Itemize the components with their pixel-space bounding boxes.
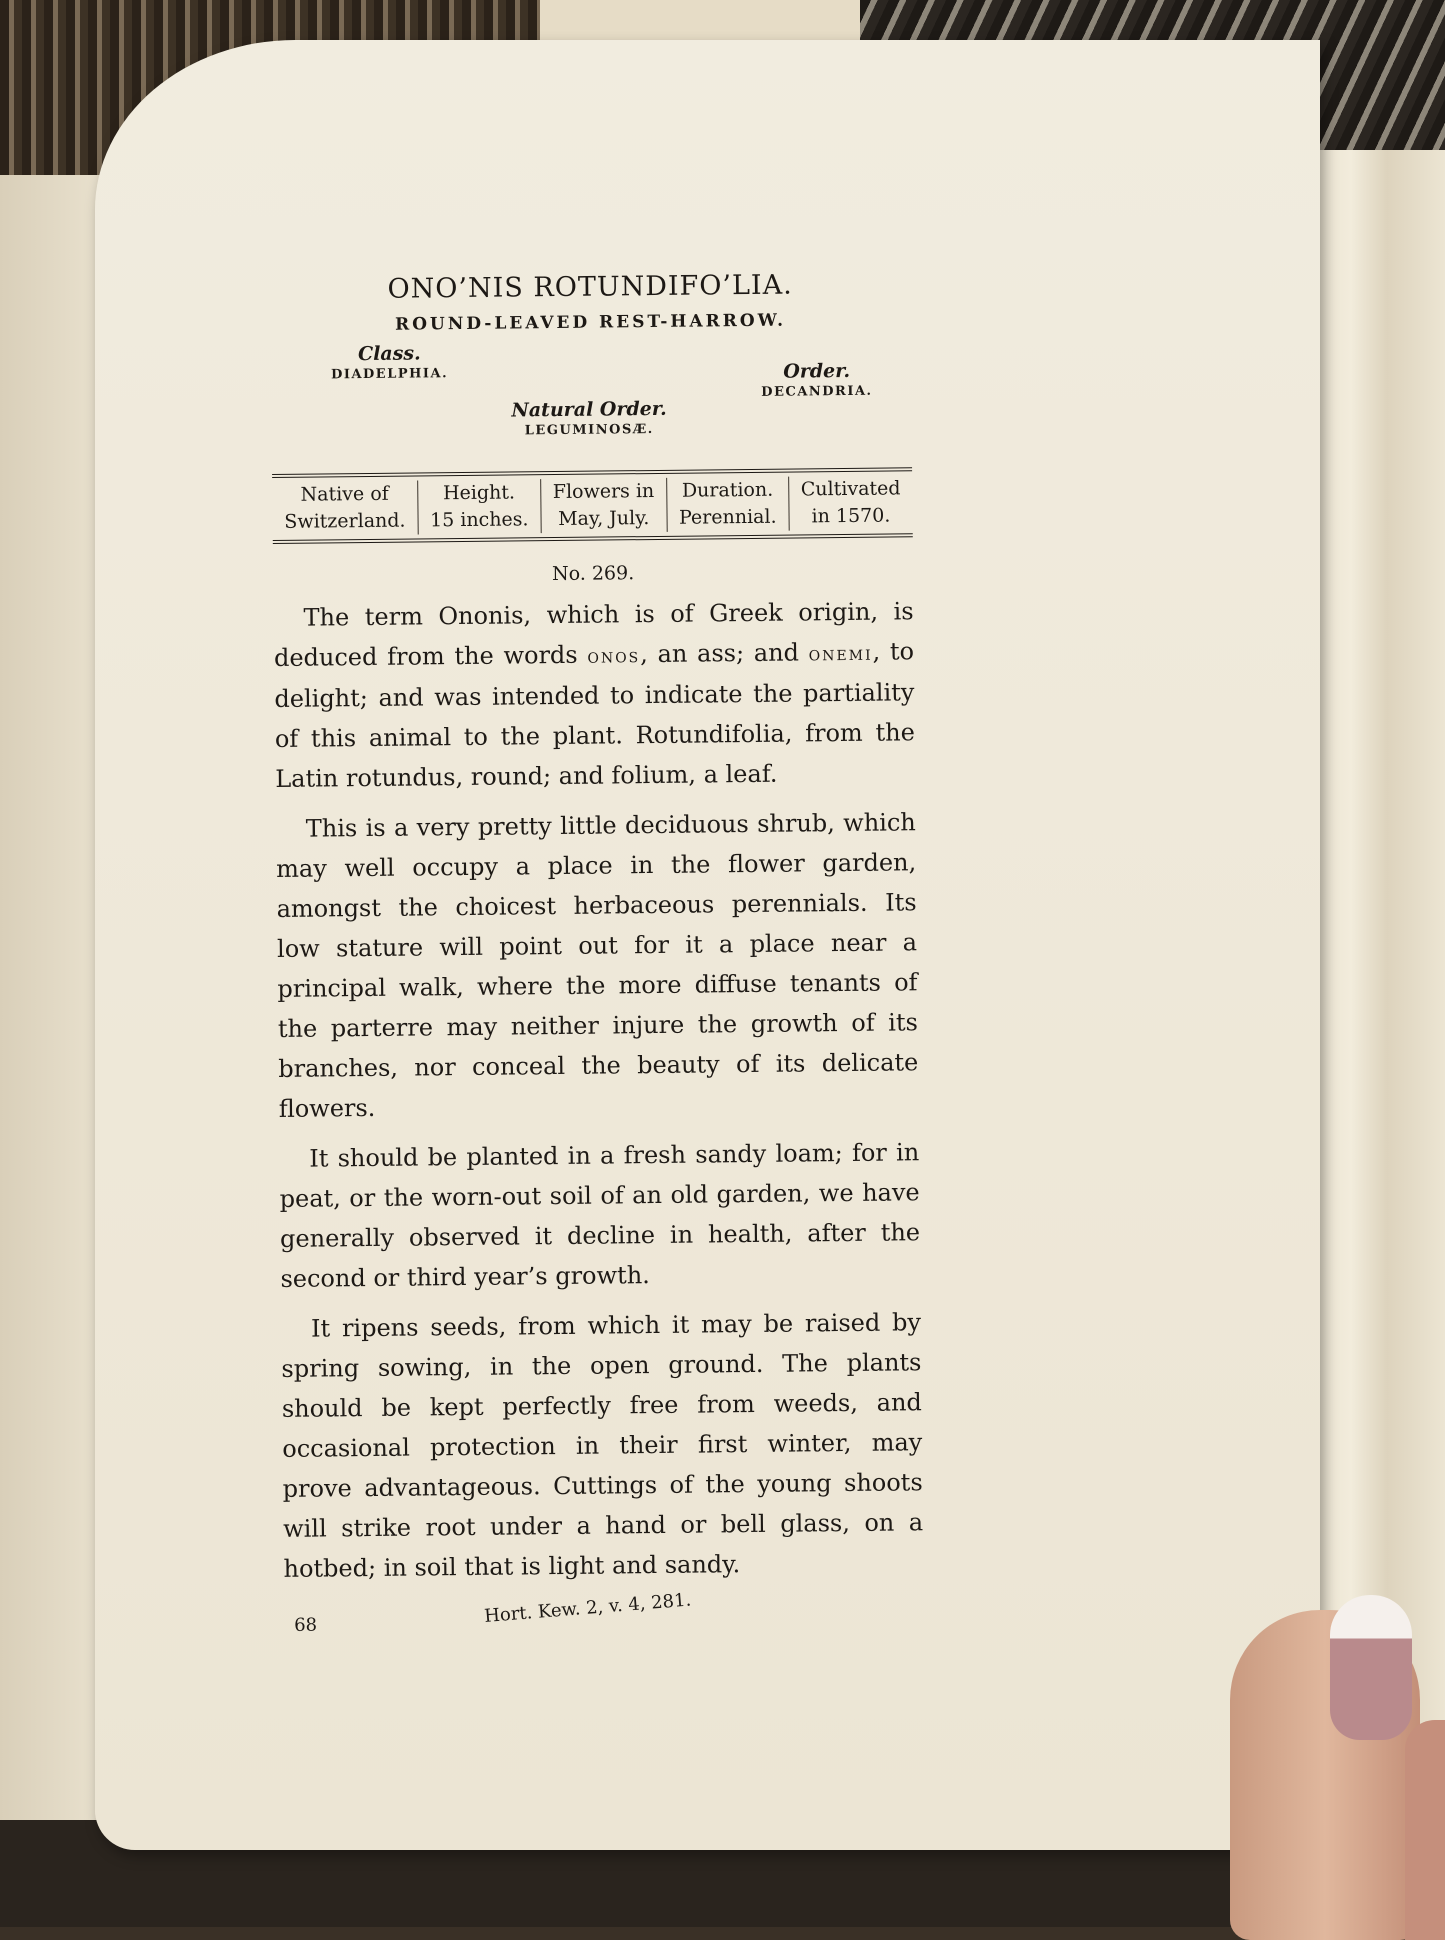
fact-value: Switzerland. (284, 509, 406, 533)
paragraph-propagation: It ripens seeds, from which it may be raised by spring sowing, in the open ground. The plants should be kept perfectly free from weeds, and occasional protection in their first winter, may prove advantageous. Cuttings of the young shoots will strike root under a hand or bell glass, on a hotbed; in soil that is light and sandy. (281, 1308, 924, 1583)
natural-order-info (511, 398, 667, 439)
text-run: , to delight; and was intended to indicate the partiality of this animal to the plant. Rotundifolia, from the Latin rotundus, round; and folium, a leaf. (274, 637, 915, 793)
class-value: DIADELPHIA. (330, 366, 449, 383)
botanical-name-title: ONO’NIS ROTUNDIFO’LIA. (387, 269, 793, 305)
class-info (331, 342, 448, 382)
fact-label: Flowers in (552, 479, 655, 504)
fact-value: May, July. (558, 507, 650, 530)
fact-flowers (541, 478, 668, 533)
paragraph-soil: It should be planted in a fresh sandy loam; for in peat, or the worn-out soil of an old garden, we have generally observed it decline in health, after the second or third year’s growth. (279, 1138, 921, 1293)
fact-value: 15 inches. (429, 508, 529, 532)
fact-value: Perennial. (678, 505, 777, 529)
order-label: Order. (783, 359, 851, 383)
natural-order-value: LEGUMINOSÆ. (524, 421, 654, 439)
page-footer (284, 1589, 924, 1641)
page-content (270, 268, 924, 1641)
text-run: The term Ononis, which is of Greek origin, is deduced from the words (273, 597, 914, 672)
page-number: 68 (294, 1614, 318, 1636)
class-label: Class. (357, 342, 421, 366)
fact-value: in 1570. (811, 504, 891, 528)
bibliographic-reference: Hort. Kew. 2, v. 4, 281. (483, 1589, 692, 1628)
fact-cultivated (789, 475, 913, 530)
finger (1405, 1720, 1445, 1940)
thumbnail-manicured (1330, 1595, 1412, 1740)
order-info (761, 360, 873, 400)
paragraph-etymology (273, 591, 915, 799)
natural-order-label: Natural Order. (511, 397, 667, 422)
text-run: , an ass; and (640, 638, 809, 669)
greek-word-onemi: onemi (808, 640, 873, 666)
order-value: DECANDRIA. (761, 383, 873, 400)
paragraph-description: This is a very pretty little deciduous shrub, which may well occupy a place in the flower garden, amongst the choicest herbaceous perennials. Its low stature will point out for it a place near a principal walk, where the more diffuse tenants of the parterre may neither injure the growth of its branches, nor conceal the beauty of its delicate flowers. (276, 808, 919, 1123)
fact-label: Native of (300, 482, 389, 506)
fact-duration (667, 477, 790, 532)
fact-label: Duration. (681, 478, 774, 502)
fact-native (272, 480, 418, 536)
fact-label: Height. (442, 481, 516, 505)
greek-word-onos: onos (587, 643, 641, 668)
common-name-subtitle: ROUND-LEAVED REST-HARROW. (394, 310, 787, 335)
classification-block (271, 337, 912, 464)
facts-table (272, 467, 913, 544)
plate-number: No. 269. (551, 562, 635, 586)
fact-height (418, 479, 542, 534)
fact-label: Cultivated (800, 477, 901, 501)
